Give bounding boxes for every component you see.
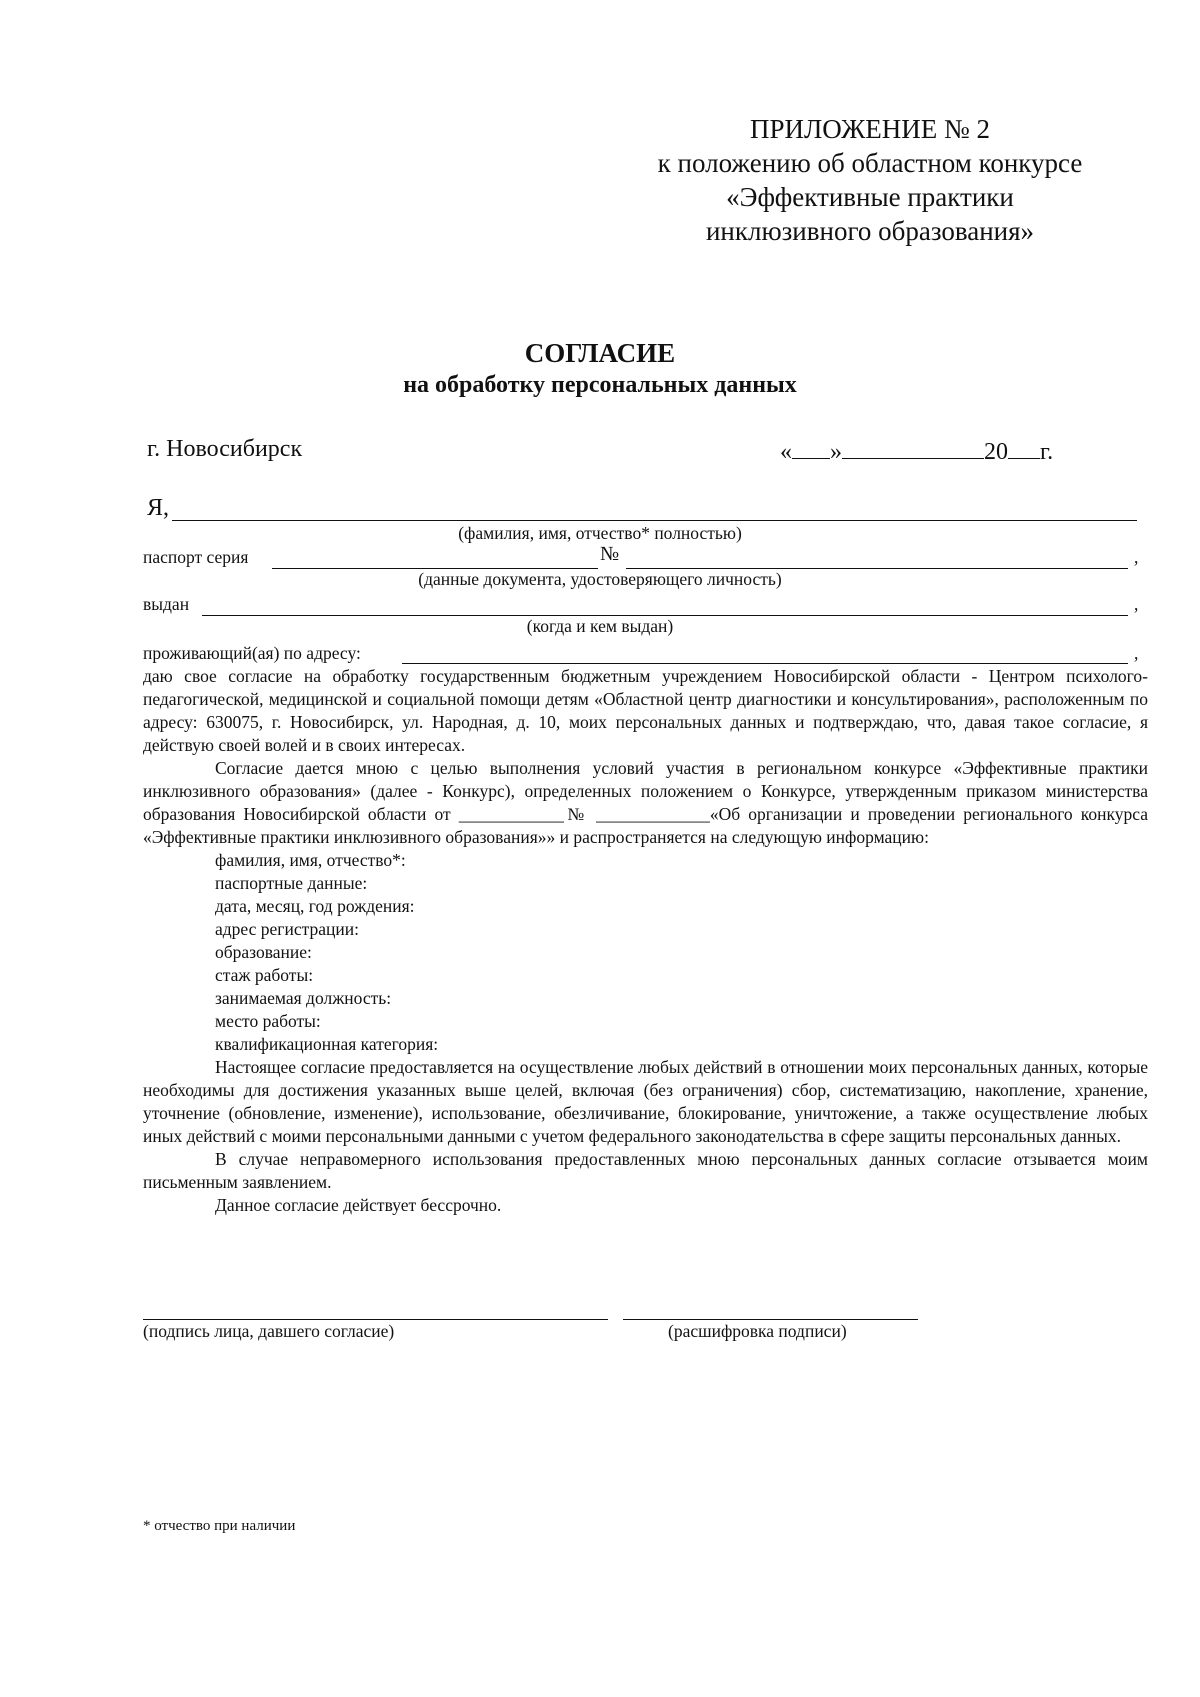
address-label: проживающий(ая) по адресу: <box>143 643 361 663</box>
address-comma: , <box>1134 643 1139 663</box>
list-item: занимаемая должность: <box>215 988 392 1008</box>
passport-caption: (данные документа, удостоверяющего личность) <box>418 569 782 589</box>
quote-close: » <box>830 439 842 465</box>
order-no-sign: № <box>563 804 588 824</box>
fio-line[interactable] <box>172 520 1137 521</box>
issued-comma: , <box>1134 594 1139 614</box>
city-label: г. Новосибирск <box>147 436 303 462</box>
footnote: * отчество при наличии <box>143 1518 296 1534</box>
address-line[interactable] <box>402 663 1128 664</box>
purpose-text-2: «Об организации и проведении регионального конкурса «Эффективные практики инклюзивного образования»» и распространяется на следующую информацию: <box>143 804 1149 847</box>
list-item: образование: <box>215 942 312 962</box>
document-subtitle: на обработку персональных данных <box>403 372 797 398</box>
list-item: квалификационная категория: <box>215 1034 439 1054</box>
list-item: стаж работы: <box>215 965 314 985</box>
year-suffix: г. <box>1040 439 1054 465</box>
quote-open: « <box>780 439 792 465</box>
data-items-list <box>143 849 1148 1056</box>
issued-label: выдан <box>143 594 190 614</box>
appendix-line: ПРИЛОЖЕНИЕ № 2 <box>749 114 991 144</box>
month-blank[interactable] <box>842 436 984 459</box>
paragraph-revocation: В случае неправомерного использования предоставленных мною персональных данных согласие отзывается моим письменным заявлением. <box>143 1149 1148 1192</box>
signature-caption: (подпись лица, давшего согласие) <box>143 1321 395 1341</box>
document-title: СОГЛАСИЕ <box>524 338 676 368</box>
appendix-line: «Эффективные практики <box>726 182 1014 212</box>
fio-caption: (фамилия, имя, отчество* полностью) <box>458 523 742 543</box>
passport-label: паспорт серия <box>143 547 249 567</box>
signature-decode-caption: (расшифровка подписи) <box>668 1321 847 1341</box>
signature-line[interactable] <box>143 1319 608 1320</box>
list-item: место работы: <box>215 1011 321 1031</box>
appendix-line: к положению об областном конкурсе <box>657 148 1083 178</box>
ya-label: Я, <box>147 495 170 521</box>
purpose-text-1: Согласие дается мною с целью выполнения условий участия в региональном конкурсе «Эффективные практики инклюзивного образования» (далее - Конкурс), определенных положением о Конкурсе, утвержденным приказом министерства образования Новосибирской области от <box>143 758 1148 824</box>
paragraph-consent: даю свое согласие на обработку государственным бюджетным учреждением Новосибирской области - Центром психолого-педагогической, медицинской и социальной помощи детям «Областной центр диагностики и консультирования», расположенным по адресу: 630075, г. Новосибирск, ул. Народная, д. 10, моих персональных данных и подтверждаю, что, давая такое согласие, я действую своей волей и в своих интересах. <box>143 666 1148 755</box>
order-date-blank[interactable]: ____________ <box>458 804 564 824</box>
passport-comma: , <box>1134 547 1139 567</box>
paragraph-purpose <box>143 757 1148 849</box>
list-item: фамилия, имя, отчество*: <box>215 850 406 870</box>
year-blank[interactable] <box>1008 436 1040 459</box>
paragraph-validity: Данное согласие действует бессрочно. <box>215 1195 502 1215</box>
consent-body <box>143 665 1148 1217</box>
signature-decode-line[interactable] <box>623 1319 918 1320</box>
order-number-blank[interactable]: _____________ <box>596 804 710 824</box>
list-item: паспортные данные: <box>215 873 368 893</box>
paragraph-actions: Настоящее согласие предоставляется на осуществление любых действий в отношении моих персональных данных, которые необходимы для достижения указанных выше целей, включая (без ограничения) сбор, систематизацию, накопление, хранение, уточнение (обновление, изменение), использование, обезличивание, блокирование, уничтожение, а также осуществление любых иных действий с моими персональными данными с учетом федерального законодательства в сфере защиты персональных данных. <box>143 1057 1148 1146</box>
list-item: адрес регистрации: <box>215 919 359 939</box>
date-field <box>780 436 1053 466</box>
appendix-heading <box>620 112 1120 248</box>
issued-caption: (когда и кем выдан) <box>526 616 674 636</box>
year-prefix: 20 <box>984 439 1008 465</box>
list-item: дата, месяц, год рождения: <box>215 896 415 916</box>
number-sign: № <box>600 543 620 565</box>
day-blank[interactable] <box>792 436 830 459</box>
appendix-line: инклюзивного образования» <box>705 216 1035 246</box>
